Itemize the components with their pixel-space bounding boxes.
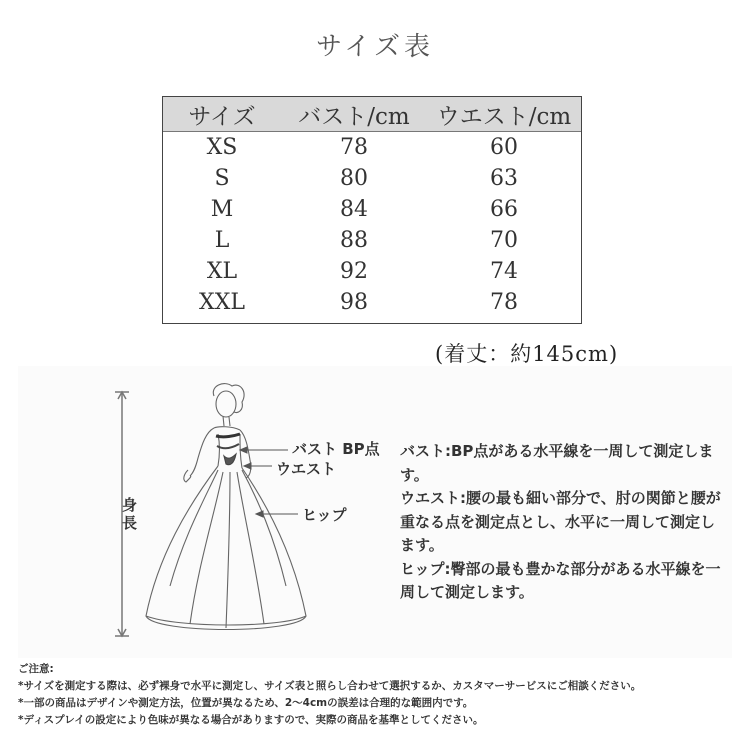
- cell-waist: 66: [490, 197, 518, 222]
- cell-bust: 88: [340, 228, 368, 253]
- table-row: [163, 287, 581, 318]
- notes-heading: ご注意:: [18, 663, 54, 675]
- cell-bust: 80: [340, 166, 368, 191]
- measurement-guide: [18, 366, 732, 658]
- hip-label: ヒップ: [302, 506, 347, 524]
- length-note: (着丈：約145cm): [435, 342, 619, 366]
- cell-size: XS: [206, 135, 238, 160]
- measurement-descriptions: [400, 440, 728, 605]
- notes-section: [18, 661, 732, 729]
- table-row: [163, 225, 581, 256]
- header-size: サイズ: [188, 103, 256, 130]
- size-table: [162, 96, 582, 324]
- cell-bust: 98: [340, 290, 368, 315]
- waist-label: ウエスト: [276, 460, 337, 478]
- cell-waist: 63: [490, 166, 518, 191]
- header-bust: バスト/cm: [298, 103, 410, 130]
- table-row: [163, 163, 581, 194]
- cell-bust: 92: [340, 259, 368, 284]
- cell-size: L: [214, 228, 230, 253]
- cell-bust: 84: [340, 197, 368, 222]
- dress-figure: [146, 384, 306, 630]
- cell-waist: 70: [490, 228, 518, 253]
- height-label: 身長: [122, 496, 138, 532]
- table-row: [163, 256, 581, 287]
- cell-size: M: [210, 197, 234, 222]
- note-item-3: *ディスプレイの設定により色味が異なる場合がありますので、実際の商品を基準としてください。: [18, 714, 484, 726]
- waist-description: ウエスト:腰の最も細い部分で、肘の関節と腰が重なる点を測定点とし、水平に一周して測定します。: [400, 489, 721, 554]
- table-row: [163, 194, 581, 225]
- bust-label: バスト BP点: [292, 440, 380, 458]
- note-item-1: *サイズを測定する際は、必ず裸身で水平に測定し、サイズ表と照らし合わせて選択するか、カスタマーサービスにご相談ください。: [18, 680, 642, 692]
- cell-waist: 60: [490, 135, 518, 160]
- header-waist: ウエスト/cm: [436, 103, 572, 130]
- bust-description: バスト:BP点がある水平線を一周して測定します。: [400, 442, 714, 484]
- hip-description: ヒップ:臀部の最も豊かな部分がある水平線を一周して測定します。: [400, 559, 721, 601]
- cell-waist: 74: [490, 259, 518, 284]
- cell-bust: 78: [340, 135, 368, 160]
- cell-size: XL: [206, 259, 238, 284]
- note-item-2: *一部の商品はデザインや測定方法，位置が異なるため、2～4cmの誤差は合理的な範囲内です。: [18, 697, 474, 709]
- cell-size: XXL: [199, 290, 245, 315]
- cell-waist: 78: [490, 290, 518, 315]
- cell-size: S: [214, 166, 230, 191]
- table-header: [163, 97, 581, 132]
- page-title: サイズ表: [316, 32, 434, 62]
- table-body: [163, 132, 581, 318]
- table-row: [163, 132, 581, 163]
